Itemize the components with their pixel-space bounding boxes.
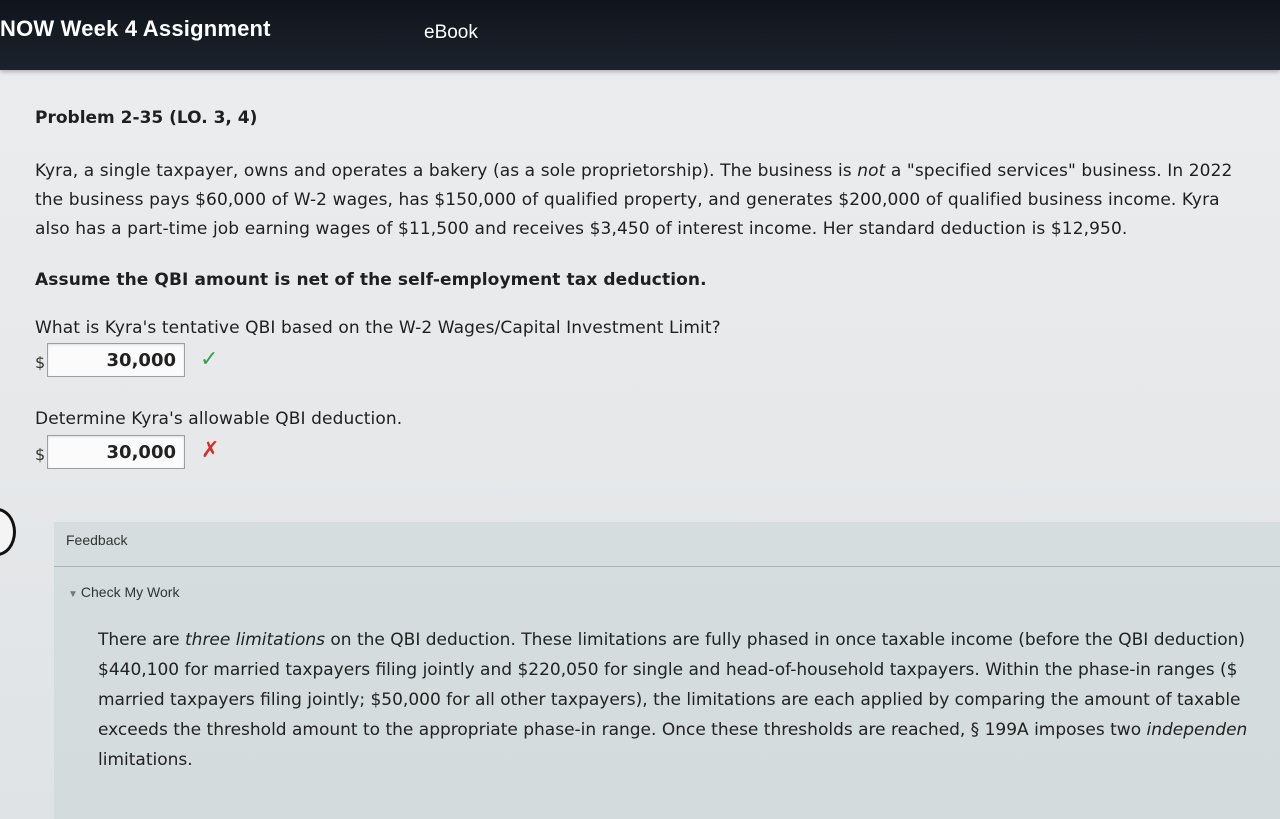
main-content xyxy=(0,70,1280,819)
problem-emphasis-not: not xyxy=(857,161,886,181)
assignment-title: NOW Week 4 Assignment xyxy=(0,16,271,41)
problem-text-line-1a: Kyra, a single taxpayer, owns and operates a bakery (as a sole proprietorship). The business is xyxy=(35,161,858,181)
incorrect-x-icon: ✗ xyxy=(201,438,220,463)
top-bar xyxy=(0,0,1280,70)
question-1-prompt: What is Kyra's tentative QBI based on the W-2 Wages/Capital Investment Limit? xyxy=(35,318,721,338)
problem-text-line-1 xyxy=(35,161,1232,181)
feedback-emphasis-independent: independen xyxy=(1146,720,1248,740)
currency-symbol: $ xyxy=(35,353,46,372)
edge-circle-icon xyxy=(0,508,16,556)
feedback-line-4 xyxy=(98,720,1247,740)
check-my-work-toggle[interactable] xyxy=(68,584,179,600)
feedback-line-1a: There are xyxy=(98,630,185,650)
feedback-label: Feedback xyxy=(66,532,128,548)
problem-text-line-3: also has a part-time job earning wages of $11,500 and receives $3,450 of interest income. Her standard deduction is $12,950. xyxy=(35,219,1128,239)
ebook-link[interactable]: eBook xyxy=(424,22,478,43)
feedback-line-2: $440,100 for married taxpayers filing jointly and $220,050 for single and head-of-household taxpayers. Within the phase-in ranges ($ xyxy=(98,660,1238,680)
currency-symbol: $ xyxy=(35,445,46,464)
problem-text-line-1b: a "specified services" business. In 2022 xyxy=(885,161,1233,181)
feedback-line-4a: exceeds the threshold amount to the appropriate phase-in range. Once these thresholds are reached, § 199A imposes two xyxy=(98,720,1147,740)
allowable-qbi-deduction-input[interactable] xyxy=(47,435,185,469)
problem-title: Problem 2-35 (LO. 3, 4) xyxy=(35,108,258,128)
feedback-line-3: married taxpayers filing jointly; $50,000 for all other taxpayers), the limitations are each applied by comparing the amount of taxable xyxy=(98,690,1241,710)
assumption-text: Assume the QBI amount is net of the self-employment tax deduction. xyxy=(35,270,707,290)
feedback-line-1b: on the QBI deduction. These limitations are fully phased in once taxable income (before the QBI deduction) xyxy=(324,630,1246,650)
problem-text-line-2: the business pays $60,000 of W-2 wages, has $150,000 of qualified property, and generates $200,000 of qualified business income. Kyra xyxy=(35,190,1220,210)
question-2-prompt: Determine Kyra's allowable QBI deduction. xyxy=(35,409,403,429)
triangle-down-icon: ▼ xyxy=(68,589,78,600)
tentative-qbi-input[interactable] xyxy=(47,343,185,377)
feedback-line-5: limitations. xyxy=(98,750,193,770)
feedback-divider xyxy=(54,566,1280,567)
feedback-line-1 xyxy=(98,630,1245,650)
check-my-work-label: Check My Work xyxy=(80,584,180,600)
correct-check-icon: ✓ xyxy=(200,347,219,372)
feedback-panel xyxy=(54,522,1280,819)
feedback-emphasis-three-limitations: three limitations xyxy=(185,630,325,650)
